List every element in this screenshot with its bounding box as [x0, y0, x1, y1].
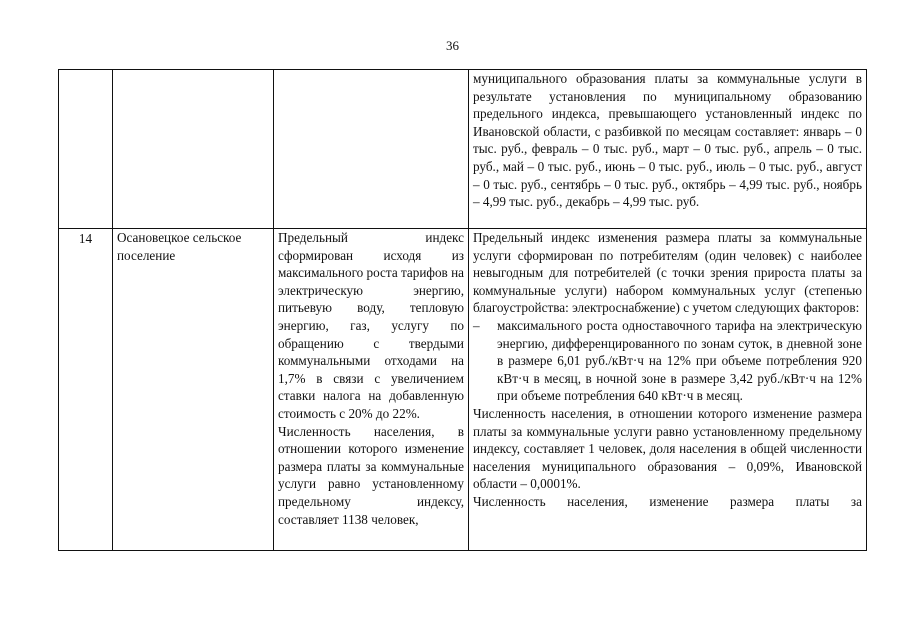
population-text: Численность населения, в отношении которого изменение размера платы за коммунальные услуги равно установленному предельному индексу, составляет 1138 человек,	[278, 423, 464, 527]
table-row	[59, 229, 867, 551]
bullet-marker: –	[473, 317, 480, 333]
details-text: муниципального образования платы за коммунальные услуги в результате установления по муниципальному образованию предельного индекса, превышающего установленный индекс по Ивановской области, с разбивкой по месяцам составляет: январь – 0 тыс. руб., февраль – 0 тыс. руб., март – 0 тыс. руб., апрель – 0 тыс. руб., май – 0 тыс. руб., июнь – 0 тыс. руб., июль – 0 тыс. руб., август – 0 тыс. руб., сентябрь – 0 тыс. руб., октябрь – 4,99 тыс. руб., ноябрь – 4,99 тыс. руб., декабрь – 4,99 тыс. руб.	[473, 71, 862, 210]
factor-list-item	[473, 317, 862, 405]
justification-cell	[274, 70, 469, 229]
population-continued-text: Численность населения, изменение размера платы за	[473, 493, 862, 509]
settlement-cell: Осановецкое сельское поселение	[113, 229, 274, 551]
table-row	[59, 70, 867, 229]
row-number-cell	[59, 70, 113, 229]
row-number-cell: 14	[59, 229, 113, 551]
details-cell	[469, 229, 867, 551]
justification-cell	[274, 229, 469, 551]
population-share-text: Численность населения, в отношении которого изменение размера платы за коммунальные услуги равно установленному предельному индексу, составляет 1 человек, доля населения в общей численности населения муниципального образования – 0,09%, Ивановской области – 0,0001%.	[473, 405, 862, 492]
page-number: 36	[446, 38, 459, 53]
settlement-cell	[113, 70, 274, 229]
justification-text: Предельный индекс сформирован исходя из максимального роста тарифов на электрическую энергию, питьевую воду, тепловую энергию, газ, услугу по обращению с твердыми коммунальными отходами на 1,7% в связи с увеличением ставки налога на добавленную стоимость с 20% до 22%.	[278, 230, 464, 421]
details-cell	[469, 70, 867, 229]
factor-text: максимального роста одноставочного тарифа на электрическую энергию, дифференцированного по зонам суток, в дневной зоне в размере 6,01 руб./кВт·ч на 12% при объеме потребления 920 кВт·ч в месяц, в ночной зоне в размере 3,42 руб./кВт·ч на 12% при объеме потребления 640 кВт·ч в месяц.	[497, 317, 862, 404]
index-description: Предельный индекс изменения размера платы за коммунальные услуги сформирован по потребителям (один человек) с наиболее невыгодным для потребителей (с точки зрения прироста платы за коммунальные услуги) набором коммунальных услуг (степенью благоустройства: электроснабжение) с учетом следующих факторов:	[473, 230, 862, 316]
tariff-table	[58, 69, 867, 551]
